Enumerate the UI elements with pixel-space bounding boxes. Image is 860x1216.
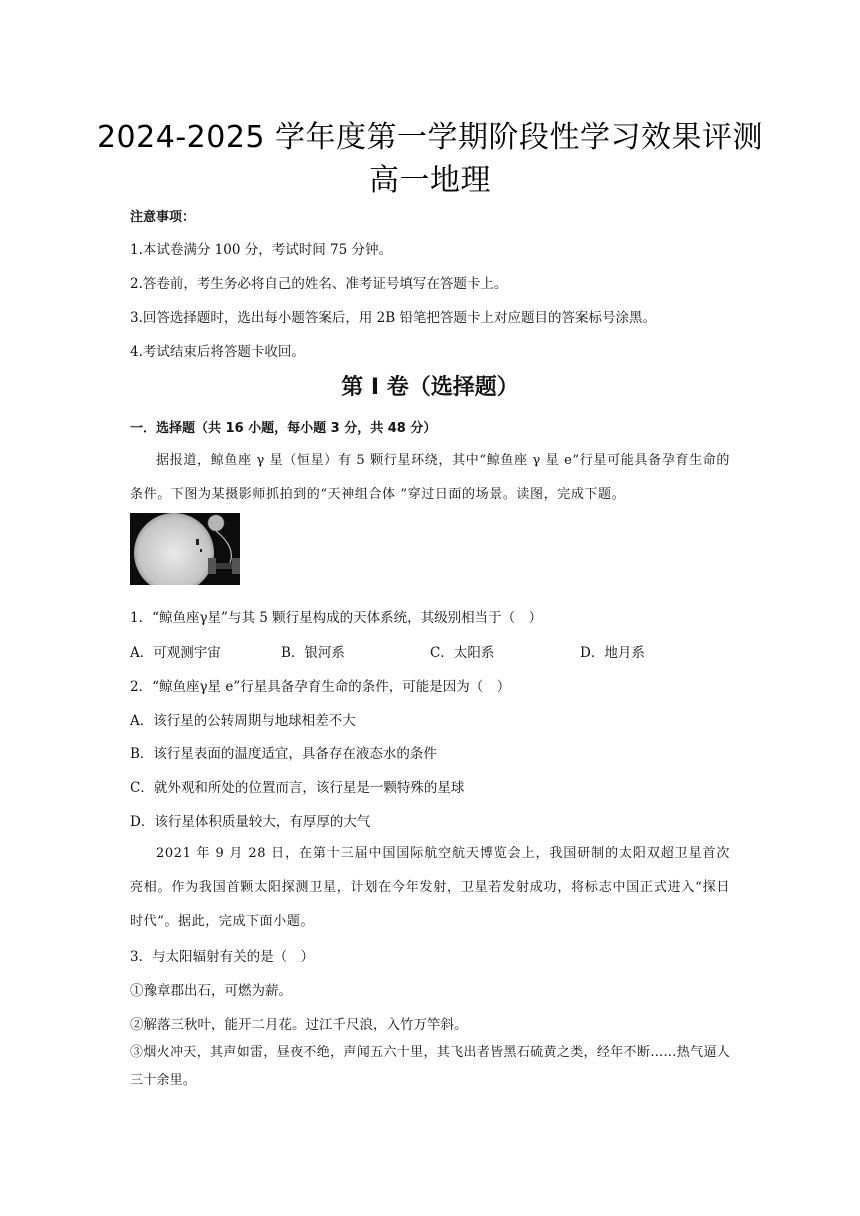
question-2-option-d[interactable]: D．该行星体积质量较大，有厚厚的大气 (130, 814, 371, 830)
question-2-option-b[interactable]: B．该行星表面的温度适宜，具备存在液态水的条件 (130, 746, 437, 762)
question-1-option-b[interactable]: B．银河系 (281, 645, 345, 661)
question-1-option-d[interactable]: D．地月系 (580, 645, 645, 661)
part-heading: 一．选择题（共 16 小题，每小题 3 分，共 48 分） (130, 421, 437, 436)
question-3-item: ①豫章郡出石，可燃为薪。 (130, 983, 292, 999)
notice-heading: 注意事项： (130, 210, 196, 225)
question-1-stem: 1．“鲸鱼座γ星”与其 5 颗行星构成的天体系统，其级别相当于（ ） (130, 610, 543, 626)
question-2-option-a[interactable]: A．该行星的公转周期与地球相差不大 (130, 713, 356, 729)
question-1-option-c[interactable]: C．太阳系 (430, 645, 495, 661)
question-3-item: ③烟火冲天，其声如雷，昼夜不绝，声闻五六十里，其飞出者皆黑石硫黄之类，经年不断……热气逼人三十余里。 (130, 1045, 730, 1088)
question-2-stem: 2．“鲸鱼座γ星 e”行星具备孕育生命的条件，可能是因为（ ） (130, 679, 511, 695)
exam-subject: 高一地理 (369, 163, 491, 198)
notice-item: 3.回答选择题时，选出每小题答案后，用 2B 铅笔把答题卡上对应题目的答案标号涂黑。 (130, 310, 656, 326)
question-3-stem: 3．与太阳辐射有关的是（ ） (130, 949, 315, 965)
exam-title: 2024-2025 学年度第一学期阶段性学习效果评测 (96, 120, 764, 155)
notice-item: 1.本试卷满分 100 分，考试时间 75 分钟。 (130, 242, 392, 258)
notice-item: 4.考试结束后将答题卡收回。 (130, 344, 305, 360)
passage-2: 2021 年 9 月 28 日，在第十三届中国国际航空航天博览会上，我国研制的太阳双超卫星首次亮相。作为我国首颗太阳探测卫星，计划在今年发射，卫星若发射成功，将标志中国正式进入“探日时代”。据此，完成下面小题。 (130, 846, 730, 929)
section-title: 第 I 卷（选择题） (341, 375, 519, 400)
question-3-item: ②解落三秋叶，能开二月花。过江千尺浪，入竹万竿斜。 (130, 1017, 468, 1033)
question-1-option-a[interactable]: A．可观测宇宙 (130, 645, 221, 661)
sun-transit-photo (130, 513, 240, 585)
passage-1: 据报道，鲸鱼座 γ 星（恒星）有 5 颗行星环绕，其中“鲸鱼座 γ 星 e”行星可能具备孕育生命的条件。下图为某摄影师抓拍到的“天神组合体 ”穿过日面的场景。读图，完成下题。 (130, 453, 730, 502)
question-2-option-c[interactable]: C．就外观和所处的位置而言，该行星是一颗特殊的星球 (130, 780, 465, 796)
notice-item: 2.答卷前，考生务必将自己的姓名、准考证号填写在答题卡上。 (130, 276, 508, 292)
